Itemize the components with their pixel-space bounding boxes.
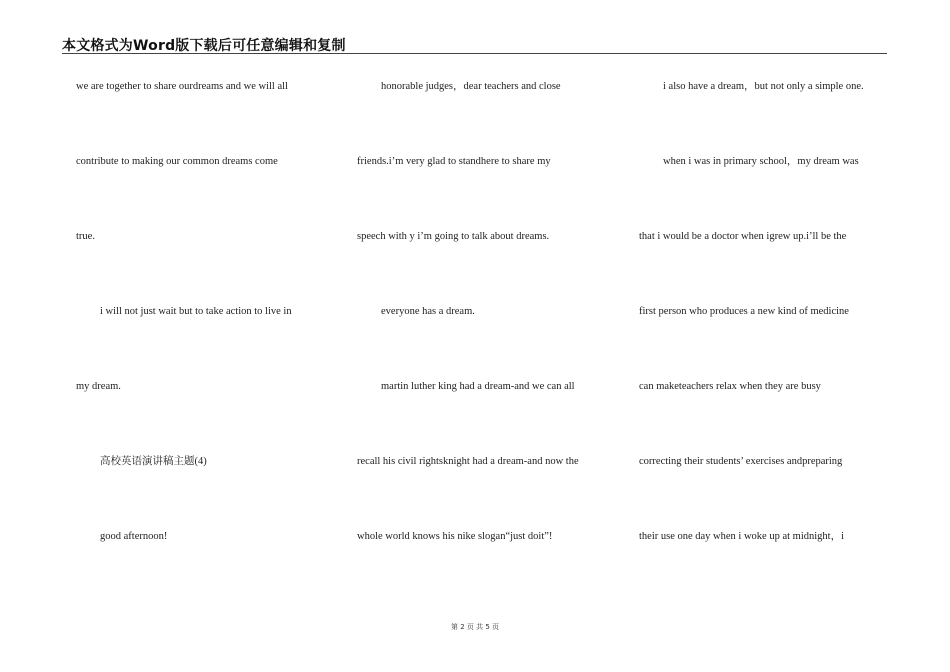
text-line: first person who produces a new kind of medicine — [639, 306, 849, 317]
document-header-title: 本文格式为Word版下载后可任意编辑和复制 — [62, 38, 346, 54]
text-line: 高校英语演讲稿主题(4) — [100, 456, 207, 467]
text-column-3 — [639, 0, 909, 672]
text-column-2 — [357, 0, 627, 672]
text-line: recall his civil rightsknight had a dream-and now the — [357, 456, 579, 467]
text-line: speech with y i’m going to talk about dreams. — [357, 231, 550, 242]
text-line: whole world knows his nike slogan“just doit”! — [357, 531, 553, 542]
text-line: i also have a dream，but not only a simple one. — [663, 81, 864, 92]
text-line: we are together to share ourdreams and we will all — [76, 81, 288, 92]
page-number: 第 2 页 共 5 页 — [450, 623, 500, 631]
text-column-1 — [76, 0, 346, 672]
text-line: that i would be a doctor when igrew up.i’ll be the — [639, 231, 847, 242]
text-line: correcting their students’ exercises andpreparing — [639, 456, 843, 467]
text-line: good afternoon! — [100, 531, 168, 542]
text-line: my dream. — [76, 381, 121, 392]
text-line: when i was in primary school，my dream was — [663, 156, 859, 167]
text-line: contribute to making our common dreams come — [76, 156, 278, 167]
text-line: friends.i’m very glad to standhere to share my — [357, 156, 551, 167]
text-line: i will not just wait but to take action to live in — [100, 306, 292, 317]
text-line: honorable judges，dear teachers and close — [381, 81, 561, 92]
text-line: true. — [76, 231, 95, 242]
text-line: everyone has a dream. — [381, 306, 475, 317]
text-line: their use one day when i woke up at midnight，i — [639, 531, 845, 542]
text-line: martin luther king had a dream-and we can all — [381, 381, 575, 392]
text-line: can maketeachers relax when they are busy — [639, 381, 821, 392]
